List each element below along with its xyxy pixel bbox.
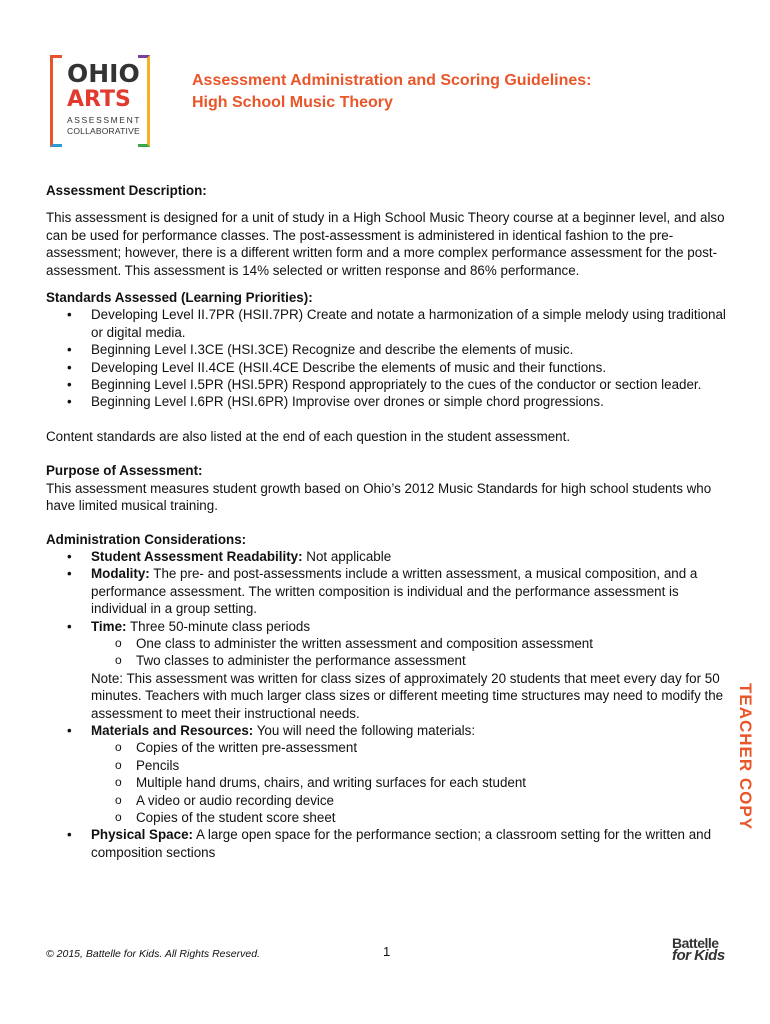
brand-line-2: for Kids xyxy=(672,947,725,964)
materials-text: You will need the following materials: xyxy=(253,722,476,738)
standards-list xyxy=(46,306,728,410)
battelle-for-kids-logo xyxy=(672,935,730,964)
brand-line-1: Battelle xyxy=(672,935,719,951)
logo-assessment-text: ASSESSMENT xyxy=(67,115,142,125)
time-text: Three 50-minute class periods xyxy=(126,618,311,634)
purpose-heading: Purpose of Assessment: xyxy=(46,463,203,479)
materials-subitem: o Multiple hand drums, chairs, and writing surfaces for each student xyxy=(136,774,728,791)
document-title xyxy=(192,70,591,114)
teacher-copy-label: TEACHER COPY xyxy=(736,683,755,831)
standard-item: • Developing Level II.4CE (HSII.4CE Describe the elements of music and their functions. xyxy=(91,359,728,376)
modality-item xyxy=(91,565,728,617)
administration-heading: Administration Considerations: xyxy=(46,531,247,547)
title-line-2: High School Music Theory xyxy=(192,94,393,111)
description-heading: Assessment Description: xyxy=(46,183,207,198)
materials-subitem: o Copies of the student score sheet xyxy=(136,809,728,826)
administration-list xyxy=(46,548,728,861)
materials-subitem: o Copies of the written pre-assessment xyxy=(136,739,728,756)
materials-item xyxy=(91,722,728,826)
time-subitem: o Two classes to administer the performance assessment xyxy=(136,652,728,669)
modality-label: Modality: xyxy=(91,566,150,582)
standard-item: • Developing Level II.7PR (HSII.7PR) Create and notate a harmonization of a simple melody using traditional or digital media. xyxy=(91,306,728,341)
readability-item xyxy=(91,548,728,565)
footer-copyright: © 2015, Battelle for Kids. All Rights Reserved. xyxy=(46,948,260,960)
logo-left-bracket xyxy=(50,55,62,147)
materials-sublist xyxy=(91,739,728,826)
space-item xyxy=(91,826,728,861)
title-line-1: Assessment Administration and Scoring Guidelines: xyxy=(192,72,592,89)
purpose-text: This assessment measures student growth based on Ohio’s 2012 Music Standards for high school students who have limited musical training. xyxy=(46,480,712,514)
document-body xyxy=(46,182,728,861)
standard-item: • Beginning Level I.5PR (HSI.5PR) Respond appropriately to the cues of the conductor or section leader. xyxy=(91,376,728,393)
time-note: Note: This assessment was written for class sizes of approximately 20 students that meet every day for 50 minutes. Teachers with much larger class sizes or different meeting time structures may need to modify the assessment to meet their instructional needs. xyxy=(91,670,724,721)
standard-item: • Beginning Level I.6PR (HSI.6PR) Improvise over drones or simple chord progressions. xyxy=(91,393,728,410)
standards-note: Content standards are also listed at the end of each question in the student assessment. xyxy=(46,428,571,444)
standard-item: • Beginning Level I.3CE (HSI.3CE) Recognize and describe the elements of music. xyxy=(91,341,728,358)
modality-text: The pre- and post-assessments include a written assessment, a musical composition, and a performance assessment. The written composition is individual and the performance assessment is individual in a group setting. xyxy=(91,566,698,617)
logo-ohio-text: OHIO xyxy=(67,59,140,88)
materials-subitem: o Pencils xyxy=(136,757,728,774)
space-label: Physical Space: xyxy=(91,827,193,843)
time-sublist xyxy=(91,635,728,670)
time-item xyxy=(91,618,728,722)
page-number: 1 xyxy=(383,944,391,959)
standards-heading: Standards Assessed (Learning Priorities): xyxy=(46,290,313,306)
time-subitem: o One class to administer the written assessment and composition assessment xyxy=(136,635,728,652)
readability-label: Student Assessment Readability: xyxy=(91,548,303,564)
space-text: A large open space for the performance section; a classroom setting for the written and composition sections xyxy=(91,827,712,860)
time-label: Time: xyxy=(91,618,127,634)
logo-collaborative-text: COLLABORATIVE xyxy=(67,126,140,136)
readability-text: Not applicable xyxy=(302,548,392,564)
materials-subitem: o A video or audio recording device xyxy=(136,792,728,809)
description-text: This assessment is designed for a unit of study in a High School Music Theory course at a beginner level, and also can be used for performance classes. The post-assessment is administered in identical fashion to the pre-assessment; however, there is a different written form and a more complex performance assessment for the post-assessment. This assessment is 14% selected or written response and 86% performance. xyxy=(46,210,725,278)
ohio-arts-logo xyxy=(50,55,150,147)
materials-label: Materials and Resources: xyxy=(91,722,254,738)
logo-arts-text: ARTS xyxy=(67,87,131,112)
